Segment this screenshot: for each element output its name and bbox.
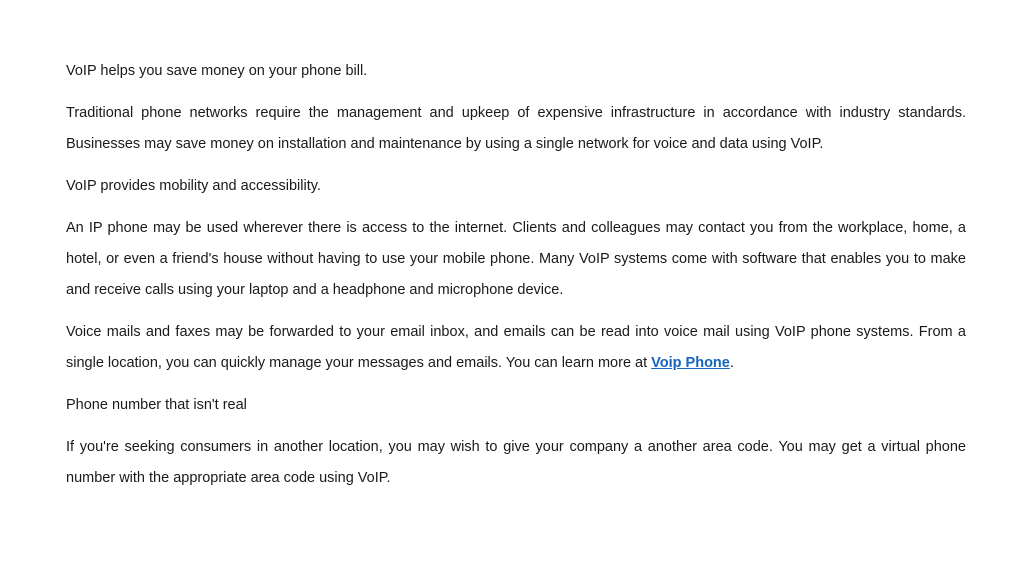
voip-phone-link[interactable]: Voip Phone <box>651 355 730 371</box>
paragraph-traditional-networks: Traditional phone networks require the management and upkeep of expensive infrastructure in accordance with industry standards. Businesses may save money on installation and maintenance by using a single network for voice and data using VoIP. <box>66 105 966 152</box>
heading-mobility: VoIP provides mobility and accessibility. <box>66 178 321 194</box>
paragraph-voice-mails-end: . <box>729 355 734 371</box>
paragraph-voice-mails <box>66 317 966 379</box>
heading-save-money: VoIP helps you save money on your phone bill. <box>66 63 368 79</box>
document-body <box>66 56 966 505</box>
paragraph-voice-mails-text: Voice mails and faxes may be forwarded to your email inbox, and emails can be read into voice mail using VoIP phone systems. From a single location, you can quickly manage your messages and emails. You can learn more at <box>66 324 966 371</box>
paragraph-area-code: If you're seeking consumers in another location, you may wish to give your company a another area code. You may get a virtual phone number with the appropriate area code using VoIP. <box>66 439 966 486</box>
paragraph-ip-phone: An IP phone may be used wherever there is access to the internet. Clients and colleagues may contact you from the workplace, home, a hotel, or even a friend's house without having to use your mobile phone. Many VoIP systems come with software that enables you to make and receive calls using your laptop and a headphone and microphone device. <box>66 220 966 298</box>
heading-virtual-number: Phone number that isn't real <box>66 397 247 413</box>
